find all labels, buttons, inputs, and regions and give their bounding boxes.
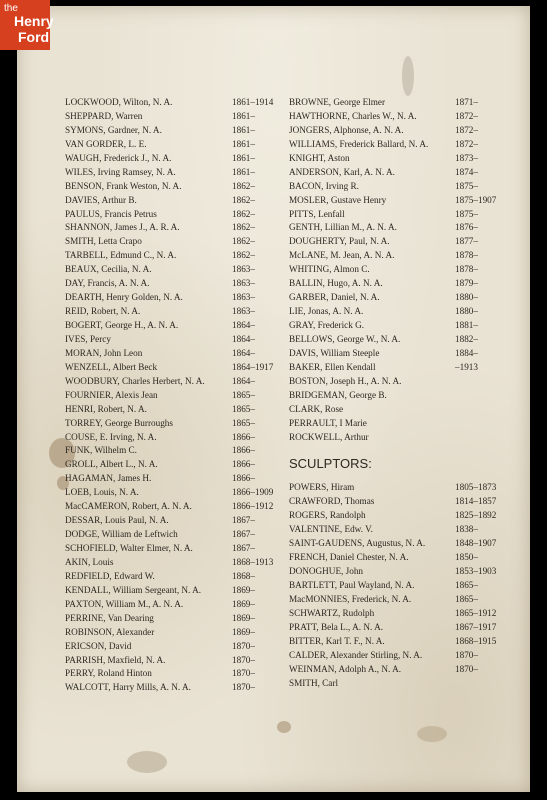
artist-name: SYMONS, Gardner, N. A.	[65, 124, 162, 135]
artist-name: VALENTINE, Edw. V.	[289, 524, 373, 535]
artist-name: BAKER, Ellen Kendall	[289, 361, 376, 372]
artist-years: 1862–	[232, 194, 255, 205]
artist-years: 1870–	[232, 654, 255, 665]
artist-years: 1864–	[232, 347, 255, 358]
entry-row	[65, 96, 280, 110]
entry-row	[65, 654, 280, 668]
artist-name: AKIN, Louis	[65, 556, 114, 567]
artist-name: DONOGHUE, John	[289, 566, 364, 577]
artist-name: POWERS, Hiram	[289, 482, 355, 493]
artist-years: 1870–	[232, 668, 255, 679]
artist-years: 1878–	[455, 264, 478, 275]
entry-row	[65, 458, 280, 472]
artist-name: IVES, Percy	[65, 333, 111, 344]
entry-row	[65, 598, 280, 612]
artist-years: 1866–	[232, 473, 255, 484]
artist-name: KNIGHT, Aston	[289, 152, 350, 163]
entry-row	[65, 640, 280, 654]
artist-name: BOSTON, Joseph H., A. N. A.	[289, 375, 402, 386]
entry-row	[289, 249, 504, 263]
artist-name: DODGE, William de Leftwich	[65, 529, 178, 540]
artist-name: BROWNE, George Elmer	[289, 97, 386, 107]
artist-years: 1865–1912	[455, 607, 497, 618]
artist-years: 1880–	[455, 292, 478, 303]
artist-years: 1848–1907	[455, 538, 497, 549]
artist-years: 1870–	[455, 663, 478, 674]
entry-row	[65, 347, 280, 361]
entry-row	[65, 208, 280, 222]
artist-name: PAULUS, Francis Petrus	[65, 208, 157, 219]
artist-years: 1861–	[232, 138, 255, 149]
artist-name: PERRINE, Van Dearing	[65, 612, 154, 623]
entry-row	[289, 138, 504, 152]
artist-name: MORAN, John Leon	[65, 347, 143, 358]
entry-row	[289, 649, 504, 663]
artist-name: LOCKWOOD, Wilton, N. A.	[65, 97, 173, 107]
entry-row	[289, 110, 504, 124]
artist-years: 1863–	[232, 292, 255, 303]
entry-row	[65, 417, 280, 431]
entry-row	[65, 194, 280, 208]
artist-years: 1884–	[455, 347, 478, 358]
artist-name: PERRY, Roland Hinton	[65, 668, 152, 679]
entry-row	[65, 681, 280, 695]
artist-years: 1864–	[232, 333, 255, 344]
artist-name: WILES, Irving Ramsey, N. A.	[65, 166, 176, 177]
entry-row	[289, 166, 504, 180]
artist-name: LIE, Jonas, A. N. A.	[289, 306, 364, 317]
artist-name: WOODBURY, Charles Herbert, N. A.	[65, 375, 205, 386]
artist-name: FOURNIER, Alexis Jean	[65, 389, 158, 400]
artist-name: DESSAR, Louis Paul, N. A.	[65, 515, 169, 526]
entry-row	[65, 166, 280, 180]
entry-row	[289, 235, 504, 249]
artist-name: ROCKWELL, Arthur	[289, 431, 369, 442]
artist-years: 1805–1873	[455, 482, 497, 493]
artist-years: 1865–	[455, 580, 478, 590]
entry-row	[65, 110, 280, 124]
artist-years: 1876–	[455, 222, 478, 233]
artist-name: SAINT-GAUDENS, Augustus, N. A.	[289, 538, 426, 549]
artist-years: 1869–	[232, 598, 255, 609]
entry-row	[289, 621, 504, 635]
artist-years: 1870–	[232, 682, 255, 693]
artist-years: 1881–	[455, 320, 478, 330]
entry-row	[65, 444, 280, 458]
entry-row	[65, 514, 280, 528]
artist-years: 1863–	[232, 264, 255, 275]
entry-row	[65, 249, 280, 263]
entry-row	[65, 667, 280, 681]
artist-years: 1868–	[232, 570, 255, 581]
entry-row	[289, 221, 504, 235]
artist-name: MOSLER, Gustave Henry	[289, 194, 387, 205]
entry-row	[65, 556, 280, 570]
entry-row	[289, 509, 504, 523]
entry-row	[65, 124, 280, 138]
sculptors-heading: SCULPTORS:	[289, 456, 372, 472]
entry-row	[289, 263, 504, 277]
stain-mark	[417, 726, 447, 742]
artist-years: 1862–	[232, 180, 255, 191]
artist-years: 1865–	[232, 417, 255, 428]
artist-years: 1865–	[232, 403, 255, 414]
entry-row	[289, 551, 504, 565]
artist-name: GENTH, Lillian M., A. N. A.	[289, 222, 397, 233]
artist-years: 1879–	[455, 278, 478, 289]
artist-name: BALLIN, Hugo, A. N. A.	[289, 278, 383, 289]
entry-row	[289, 96, 504, 110]
artist-years: 1864–1917	[232, 361, 274, 372]
artist-name: BOGERT, George H., A. N. A.	[65, 320, 179, 330]
artist-years: 1865–	[232, 389, 255, 400]
entry-row	[65, 291, 280, 305]
artist-name: FRENCH, Daniel Chester, N. A.	[289, 552, 409, 563]
entry-row	[289, 152, 504, 166]
stain-mark	[402, 56, 414, 96]
entry-row	[65, 431, 280, 445]
artist-years: 1870–	[455, 649, 478, 660]
artist-years: 1814–1857	[455, 496, 497, 507]
artist-name: SCHOFIELD, Walter Elmer, N. A.	[65, 543, 193, 553]
entry-row	[289, 291, 504, 305]
painters-column-right	[289, 96, 504, 691]
artist-years: 1869–	[232, 626, 255, 637]
entry-row	[65, 138, 280, 152]
artist-years: 1875–1907	[455, 194, 497, 205]
artist-years: 1861–	[232, 152, 255, 163]
painters-column-left	[65, 96, 280, 695]
artist-name: HAGAMAN, James H.	[65, 473, 152, 484]
artist-name: SMITH, Letta Crapo	[65, 236, 142, 247]
artist-name: SHANNON, James J., A. R. A.	[65, 222, 180, 233]
artist-name: PRATT, Bela L., A. N. A.	[289, 621, 383, 632]
artist-name: ERICSON, David	[65, 640, 132, 651]
artist-name: BRIDGEMAN, George B.	[289, 389, 387, 400]
artist-name: WAUGH, Frederick J., N. A.	[65, 152, 172, 163]
artist-years: 1869–	[232, 584, 255, 595]
entry-row	[289, 565, 504, 579]
entry-row	[289, 677, 504, 691]
artist-years: 1866–1909	[232, 487, 274, 498]
left-entry-list	[65, 96, 280, 695]
stain-mark	[127, 751, 167, 773]
artist-name: MacMONNIES, Frederick, N. A.	[289, 593, 412, 604]
artist-name: VAN GORDER, L. E.	[65, 138, 147, 149]
entry-row	[65, 486, 280, 500]
artist-years: 1872–	[455, 124, 478, 135]
artist-years: 1877–	[455, 236, 478, 247]
artist-name: BELLOWS, George W., N. A.	[289, 333, 401, 344]
entry-row	[289, 579, 504, 593]
entry-row	[65, 235, 280, 249]
artist-name: TORREY, George Burroughs	[65, 417, 173, 428]
artist-years: 1878–	[455, 250, 478, 261]
entry-row	[289, 431, 504, 445]
artist-years: 1867–1917	[455, 621, 497, 632]
entry-row	[65, 221, 280, 235]
artist-years: 1862–	[232, 250, 255, 261]
artist-years: 1866–	[232, 431, 255, 442]
artist-years: 1875–	[455, 180, 478, 191]
artist-name: GROLL, Albert L., N. A.	[65, 459, 158, 470]
artist-name: CLARK, Rose	[289, 403, 344, 414]
artist-name: ROGERS, Randolph	[289, 510, 366, 521]
artist-name: HENRI, Robert, N. A.	[65, 403, 147, 414]
artist-years: 1864–	[232, 375, 255, 386]
artist-name: DEARTH, Henry Golden, N. A.	[65, 292, 183, 303]
entry-row	[289, 347, 504, 361]
artist-name: DAVIES, Arthur B.	[65, 194, 137, 205]
entry-row	[289, 305, 504, 319]
artist-name: WILLIAMS, Frederick Ballard, N. A.	[289, 138, 429, 149]
logo-word-ford: Ford	[18, 29, 50, 45]
artist-years: 1861–	[232, 166, 255, 177]
artist-years: 1865–	[455, 593, 478, 604]
entry-row	[65, 305, 280, 319]
artist-years: 1825–1892	[455, 510, 497, 521]
artist-name: WEINMAN, Adolph A., N. A.	[289, 663, 402, 674]
artist-name: COUSE, E. Irving, N. A.	[65, 431, 157, 442]
artist-name: PITTS, Lenfall	[289, 208, 345, 219]
artist-years: 1867–	[232, 515, 255, 526]
artist-years: 1873–	[455, 152, 478, 163]
entry-row	[65, 542, 280, 556]
artist-name: MacCAMERON, Robert, A. N. A.	[65, 501, 192, 512]
entry-row	[65, 570, 280, 584]
entry-row	[289, 208, 504, 222]
entry-row	[289, 333, 504, 347]
entry-row	[65, 277, 280, 291]
entry-row	[289, 417, 504, 431]
artist-name: PARRISH, Maxfield, N. A.	[65, 654, 166, 665]
artist-name: McLANE, M. Jean, A. N. A.	[289, 250, 395, 261]
entry-row	[65, 528, 280, 542]
entry-row	[65, 472, 280, 486]
artist-years: 1867–	[232, 543, 255, 553]
entry-row	[289, 663, 504, 677]
artist-name: WHITING, Almon C.	[289, 264, 370, 275]
artist-name: DOUGHERTY, Paul, N. A.	[289, 236, 390, 247]
entry-row	[289, 403, 504, 417]
artist-name: KENDALL, William Sergeant, N. A.	[65, 584, 202, 595]
entry-row	[289, 523, 504, 537]
artist-name: SCHWARTZ, Rudolph	[289, 607, 375, 618]
artist-years: 1874–	[455, 166, 478, 177]
artist-years: 1871–	[455, 97, 478, 107]
artist-name: DAVIS, William Steeple	[289, 347, 380, 358]
entry-row	[289, 593, 504, 607]
artist-name: WALCOTT, Harry Mills, A. N. A.	[65, 682, 191, 693]
entry-row	[289, 361, 504, 375]
artist-name: BENSON, Frank Weston, N. A.	[65, 180, 182, 191]
entry-row	[65, 612, 280, 626]
artist-years: 1862–	[232, 208, 255, 219]
artist-name: SMITH, Carl	[289, 677, 338, 688]
artist-name: BITTER, Karl T. F., N. A.	[289, 635, 385, 646]
entry-row	[65, 403, 280, 417]
entry-row	[289, 194, 504, 208]
henry-ford-logo	[0, 0, 54, 50]
artist-years: 1853–1903	[455, 566, 497, 577]
artist-years: 1869–	[232, 612, 255, 623]
artist-years: 1882–	[455, 333, 478, 344]
artist-name: BACON, Irving R.	[289, 180, 359, 191]
artist-years: 1880–	[455, 306, 478, 317]
artist-name: GRAY, Frederick G.	[289, 320, 365, 330]
artist-name: JONGERS, Alphonse, A. N. A.	[289, 124, 404, 135]
stain-mark	[277, 721, 291, 733]
entry-row	[65, 361, 280, 375]
entry-row	[65, 389, 280, 403]
artist-name: BARTLETT, Paul Wayland, N. A.	[289, 580, 415, 590]
entry-row	[289, 389, 504, 403]
artist-name: CALDER, Alexander Stirling, N. A.	[289, 649, 423, 660]
artist-years: 1866–1912	[232, 501, 274, 512]
artist-name: REDFIELD, Edward W.	[65, 570, 155, 581]
artist-years: 1870–	[232, 640, 255, 651]
logo-word-the: the	[4, 3, 18, 14]
artist-years: 1838–	[455, 524, 478, 535]
sculptor-entry-list	[289, 481, 504, 690]
artist-name: SHEPPARD, Warren	[65, 110, 143, 121]
artist-name: TARBELL, Edmund C., N. A.	[65, 250, 177, 261]
right-painter-entry-list	[289, 96, 504, 444]
artist-years: 1863–	[232, 278, 255, 289]
entry-row	[289, 607, 504, 621]
artist-name: PAXTON, William M., A. N. A.	[65, 598, 184, 609]
entry-row	[65, 152, 280, 166]
entry-row	[289, 375, 504, 389]
artist-years: 1866–	[232, 459, 255, 470]
artist-years: 1875–	[455, 208, 478, 219]
entry-row	[289, 180, 504, 194]
entry-row	[289, 537, 504, 551]
artist-name: LOEB, Louis, N. A.	[65, 487, 139, 498]
artist-years: 1861–	[232, 110, 255, 121]
entry-row	[289, 124, 504, 138]
entry-row	[65, 500, 280, 514]
artist-years: 1867–	[232, 529, 255, 540]
entry-row	[65, 375, 280, 389]
artist-name: PERRAULT, I Marie	[289, 417, 367, 428]
artist-name: WENZELL, Albert Beck	[65, 361, 158, 372]
artist-name: DAY, Francis, A. N. A.	[65, 278, 150, 289]
artist-years: 1868–1913	[232, 556, 274, 567]
entry-row	[289, 635, 504, 649]
artist-years: 1864–	[232, 320, 255, 330]
entry-row	[65, 626, 280, 640]
artist-years: 1863–	[232, 306, 255, 317]
entry-row	[65, 333, 280, 347]
artist-years: 1850–	[455, 552, 478, 563]
artist-years: 1862–	[232, 236, 255, 247]
entry-row	[65, 180, 280, 194]
logo-word-henry: Henry	[14, 13, 54, 29]
artist-years: –1913	[455, 361, 478, 372]
artist-years: 1862–	[232, 222, 255, 233]
artist-name: CRAWFORD, Thomas	[289, 496, 375, 507]
artist-years: 1861–	[232, 124, 255, 135]
artist-name: BEAUX, Cecilia, N. A.	[65, 264, 152, 275]
artist-years: 1868–1915	[455, 635, 497, 646]
entry-row	[65, 584, 280, 598]
artist-name: HAWTHORNE, Charles W., N. A.	[289, 110, 417, 121]
entry-row	[65, 319, 280, 333]
artist-name: REID, Robert, N. A.	[65, 306, 141, 317]
entry-row	[289, 277, 504, 291]
entry-row	[65, 263, 280, 277]
entry-row	[289, 495, 504, 509]
entry-row	[289, 319, 504, 333]
artist-years: 1872–	[455, 110, 478, 121]
entry-row	[289, 481, 504, 495]
artist-name: FUNK, Wilhelm C.	[65, 445, 137, 456]
artist-years: 1866–	[232, 445, 255, 456]
artist-name: GARBER, Daniel, N. A.	[289, 292, 380, 303]
artist-name: ANDERSON, Karl, A. N. A.	[289, 166, 395, 177]
artist-years: 1861–1914	[232, 97, 274, 107]
artist-years: 1872–	[455, 138, 478, 149]
artist-name: ROBINSON, Alexander	[65, 626, 155, 637]
